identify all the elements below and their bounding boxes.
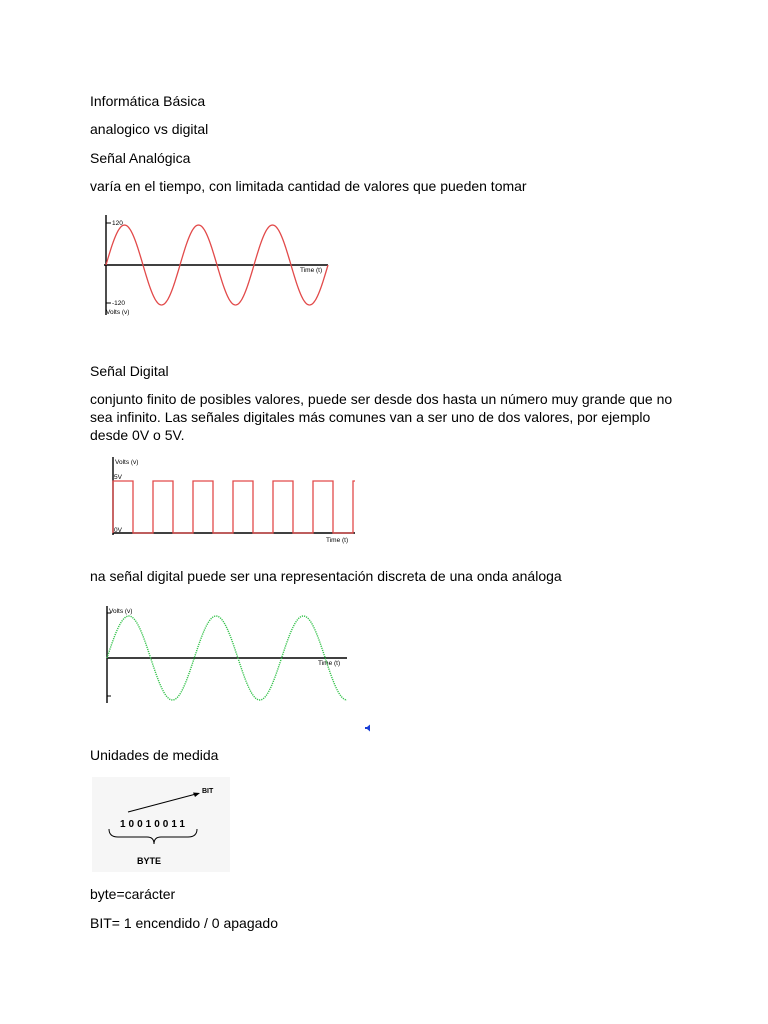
x-axis-label: Time (t) xyxy=(326,537,349,544)
byte-label: BYTE xyxy=(137,856,162,866)
byte-definition: byte=carácter xyxy=(90,886,176,902)
low-level-label: 0V xyxy=(114,527,122,534)
y-axis-label: Volts (v) xyxy=(106,309,130,316)
document-subtitle: analogico vs digital xyxy=(90,121,209,137)
bits-label: 10010011 xyxy=(120,819,188,830)
high-level-label: 5V xyxy=(114,474,122,481)
digital-signal-figure xyxy=(108,452,360,547)
document-title: Informática Básica xyxy=(90,93,206,109)
bit-label: BIT xyxy=(202,788,214,795)
discrete-description: na señal digital puede ser una representación discreta de una onda análoga xyxy=(90,568,562,584)
bit-definition: BIT= 1 encendido / 0 apagado xyxy=(90,915,278,931)
sampled-signal-figure xyxy=(100,603,352,708)
byte-diagram xyxy=(92,777,230,872)
analog-signal-figure xyxy=(95,210,335,325)
y-max-label: 120 xyxy=(112,220,123,227)
y-axis-label: Volts (v) xyxy=(115,459,139,466)
x-axis-label: Time (t) xyxy=(300,267,323,274)
digital-heading: Señal Digital xyxy=(90,363,169,379)
y-min-label: -120 xyxy=(112,300,126,307)
x-axis-label: Time (t) xyxy=(318,660,341,667)
speaker-icon xyxy=(364,724,372,732)
units-heading: Unidades de medida xyxy=(90,747,219,763)
analog-heading: Señal Analógica xyxy=(90,150,191,166)
analog-description: varía en el tiempo, con limitada cantidad de valores que pueden tomar xyxy=(90,178,527,194)
digital-square-wave xyxy=(113,481,355,533)
y-axis-label: Volts (v) xyxy=(109,608,133,615)
digital-description: conjunto finito de posibles valores, puede ser desde dos hasta un número muy grande que no sea infinito. Las señales digitales más comunes van a ser uno de dos valores, por ejemplo desde 0V o 5V. xyxy=(90,391,673,443)
